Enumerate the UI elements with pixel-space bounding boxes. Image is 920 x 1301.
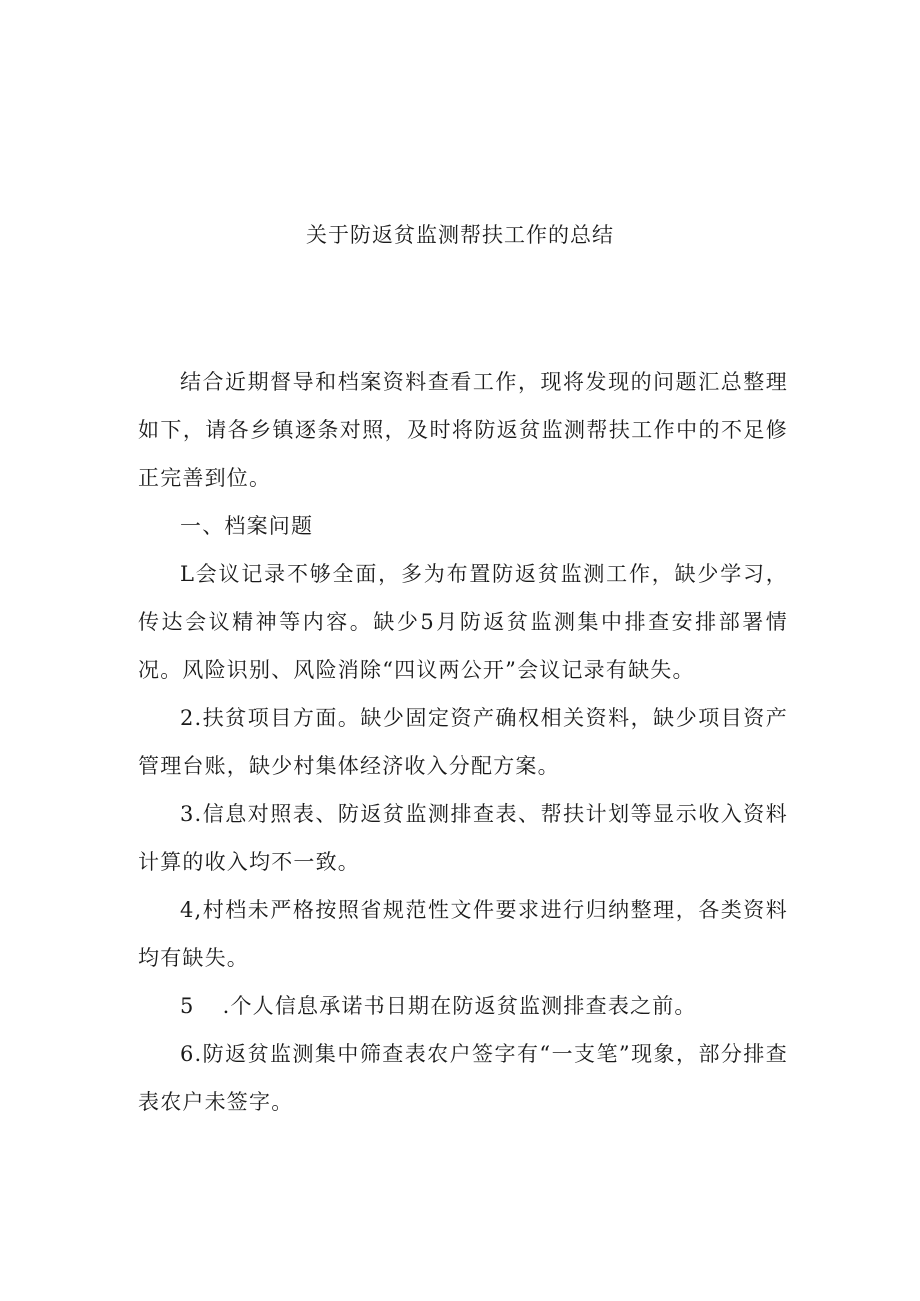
issue-item-5-text: .个人信息承诺书日期在防返贫监测排查表之前。 [222,994,697,1018]
document-body [138,358,788,1126]
document-title: 关于防返贫监测帮扶工作的总结 [306,223,614,247]
issue-item-1: L会议记录不够全面，多为布置防返贫监测工作，缺少学习，传达会议精神等内容。缺少5月防返贫监测集中排查安排部署情况。风险识别、风险消除“四议两公开”会议记录有缺失。 [138,562,788,682]
issue-item-2: 2.扶贫项目方面。缺少固定资产确权相关资料，缺少项目资产管理台账，缺少村集体经济收入分配方案。 [138,706,788,778]
section-heading-archive-issues: 一、档案问题 [180,514,314,538]
issue-item-3: 3.信息对照表、防返贫监测排查表、帮扶计划等显示收入资料计算的收入均不一致。 [138,802,788,874]
issue-item-5-number: 5 [180,994,195,1018]
issue-item-6: 6.防返贫监测集中筛查表农户签字有“一支笔”现象，部分排查表农户未签字。 [138,1042,788,1114]
intro-paragraph: 结合近期督导和档案资料查看工作，现将发现的问题汇总整理如下，请各乡镇逐条对照，及时将防返贫监测帮扶工作中的不足修正完善到位。 [138,370,788,490]
issue-item-4: 4,村档未严格按照省规范性文件要求进行归纳整理，各类资料均有缺失。 [138,898,788,970]
issue-item-5 [138,982,788,1030]
